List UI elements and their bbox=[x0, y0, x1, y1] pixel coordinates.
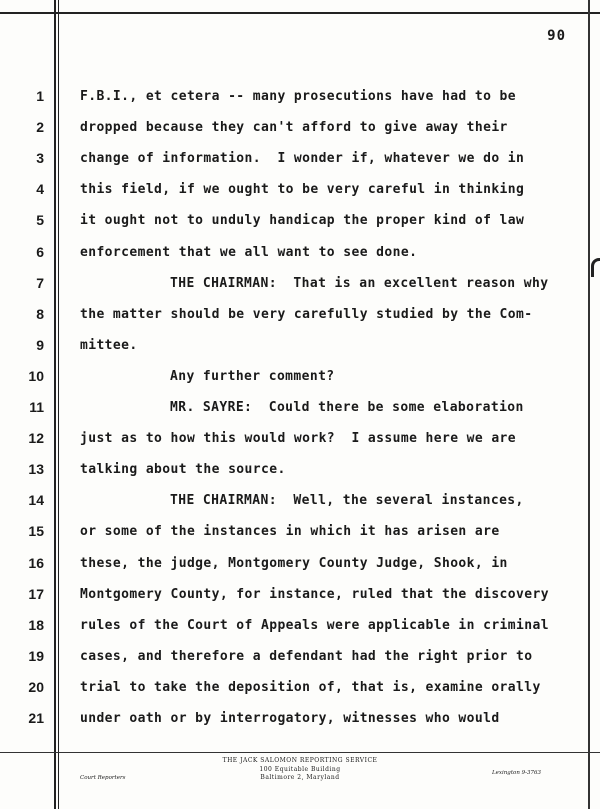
top-border-rule bbox=[0, 12, 600, 14]
transcript-line: F.B.I., et cetera -- many prosecutions have had to be bbox=[80, 89, 517, 104]
left-margin-line-inner bbox=[58, 0, 59, 809]
line-number: 3 bbox=[36, 150, 44, 166]
line-number: 13 bbox=[28, 461, 44, 477]
transcript-line: mittee. bbox=[80, 338, 138, 353]
line-number: 4 bbox=[36, 181, 44, 197]
footer-left-note: Court Reporters bbox=[80, 775, 126, 781]
footer-rule bbox=[0, 752, 600, 753]
transcript-line: THE CHAIRMAN: Well, the several instances, bbox=[170, 493, 524, 508]
page-number: 90 bbox=[547, 28, 566, 44]
transcript-line: MR. SAYRE: Could there be some elaboration bbox=[170, 400, 524, 415]
transcript-line: enforcement that we all want to see done. bbox=[80, 245, 418, 260]
line-number: 15 bbox=[28, 523, 44, 539]
transcript-line: change of information. I wonder if, whatever we do in bbox=[80, 151, 525, 166]
right-margin-line bbox=[588, 0, 590, 809]
footer-right-note: Lexington 9-3763 bbox=[492, 770, 541, 776]
line-number: 18 bbox=[28, 617, 44, 633]
transcript-line: rules of the Court of Appeals were applicable in criminal bbox=[80, 618, 549, 633]
left-margin-line bbox=[54, 0, 56, 809]
transcript-line: this field, if we ought to be very careful in thinking bbox=[80, 182, 525, 197]
transcript-line: under oath or by interrogatory, witnesses who would bbox=[80, 711, 500, 726]
line-number: 11 bbox=[29, 399, 44, 415]
line-number: 6 bbox=[36, 244, 44, 260]
footer-service-name: THE JACK SALOMON REPORTING SERVICE bbox=[222, 757, 378, 764]
line-number: 12 bbox=[28, 430, 44, 446]
transcript-line: dropped because they can't afford to give away their bbox=[80, 120, 508, 135]
line-number: 16 bbox=[28, 555, 44, 571]
line-number: 19 bbox=[28, 648, 44, 664]
line-number: 1 bbox=[36, 88, 44, 104]
footer-address-line2: Baltimore 2, Maryland bbox=[260, 774, 340, 781]
transcript-line: talking about the source. bbox=[80, 462, 286, 477]
transcript-line: Montgomery County, for instance, ruled that the discovery bbox=[80, 587, 549, 602]
line-number: 20 bbox=[28, 679, 44, 695]
line-number: 14 bbox=[28, 492, 44, 508]
edge-bracket-mark bbox=[591, 258, 600, 277]
transcript-line: Any further comment? bbox=[170, 369, 335, 384]
line-number: 10 bbox=[28, 368, 44, 384]
transcript-line: it ought not to unduly handicap the proper kind of law bbox=[80, 213, 525, 228]
transcript-line: cases, and therefore a defendant had the right prior to bbox=[80, 649, 533, 664]
line-number: 9 bbox=[36, 337, 44, 353]
line-number: 17 bbox=[28, 586, 44, 602]
line-number: 5 bbox=[36, 212, 44, 228]
transcript-line: the matter should be very carefully studied by the Com- bbox=[80, 307, 533, 322]
transcript-line: or some of the instances in which it has arisen are bbox=[80, 524, 500, 539]
line-number: 2 bbox=[36, 119, 44, 135]
line-number: 21 bbox=[28, 710, 44, 726]
transcript-line: just as to how this would work? I assume here we are bbox=[80, 431, 517, 446]
transcript-line: these, the judge, Montgomery County Judge, Shook, in bbox=[80, 556, 508, 571]
transcript-line: THE CHAIRMAN: That is an excellent reason why bbox=[170, 276, 549, 291]
footer-address-line1: 100 Equitable Building bbox=[259, 766, 341, 773]
line-number: 7 bbox=[36, 275, 44, 291]
line-number: 8 bbox=[36, 306, 44, 322]
transcript-line: trial to take the deposition of, that is, examine orally bbox=[80, 680, 541, 695]
